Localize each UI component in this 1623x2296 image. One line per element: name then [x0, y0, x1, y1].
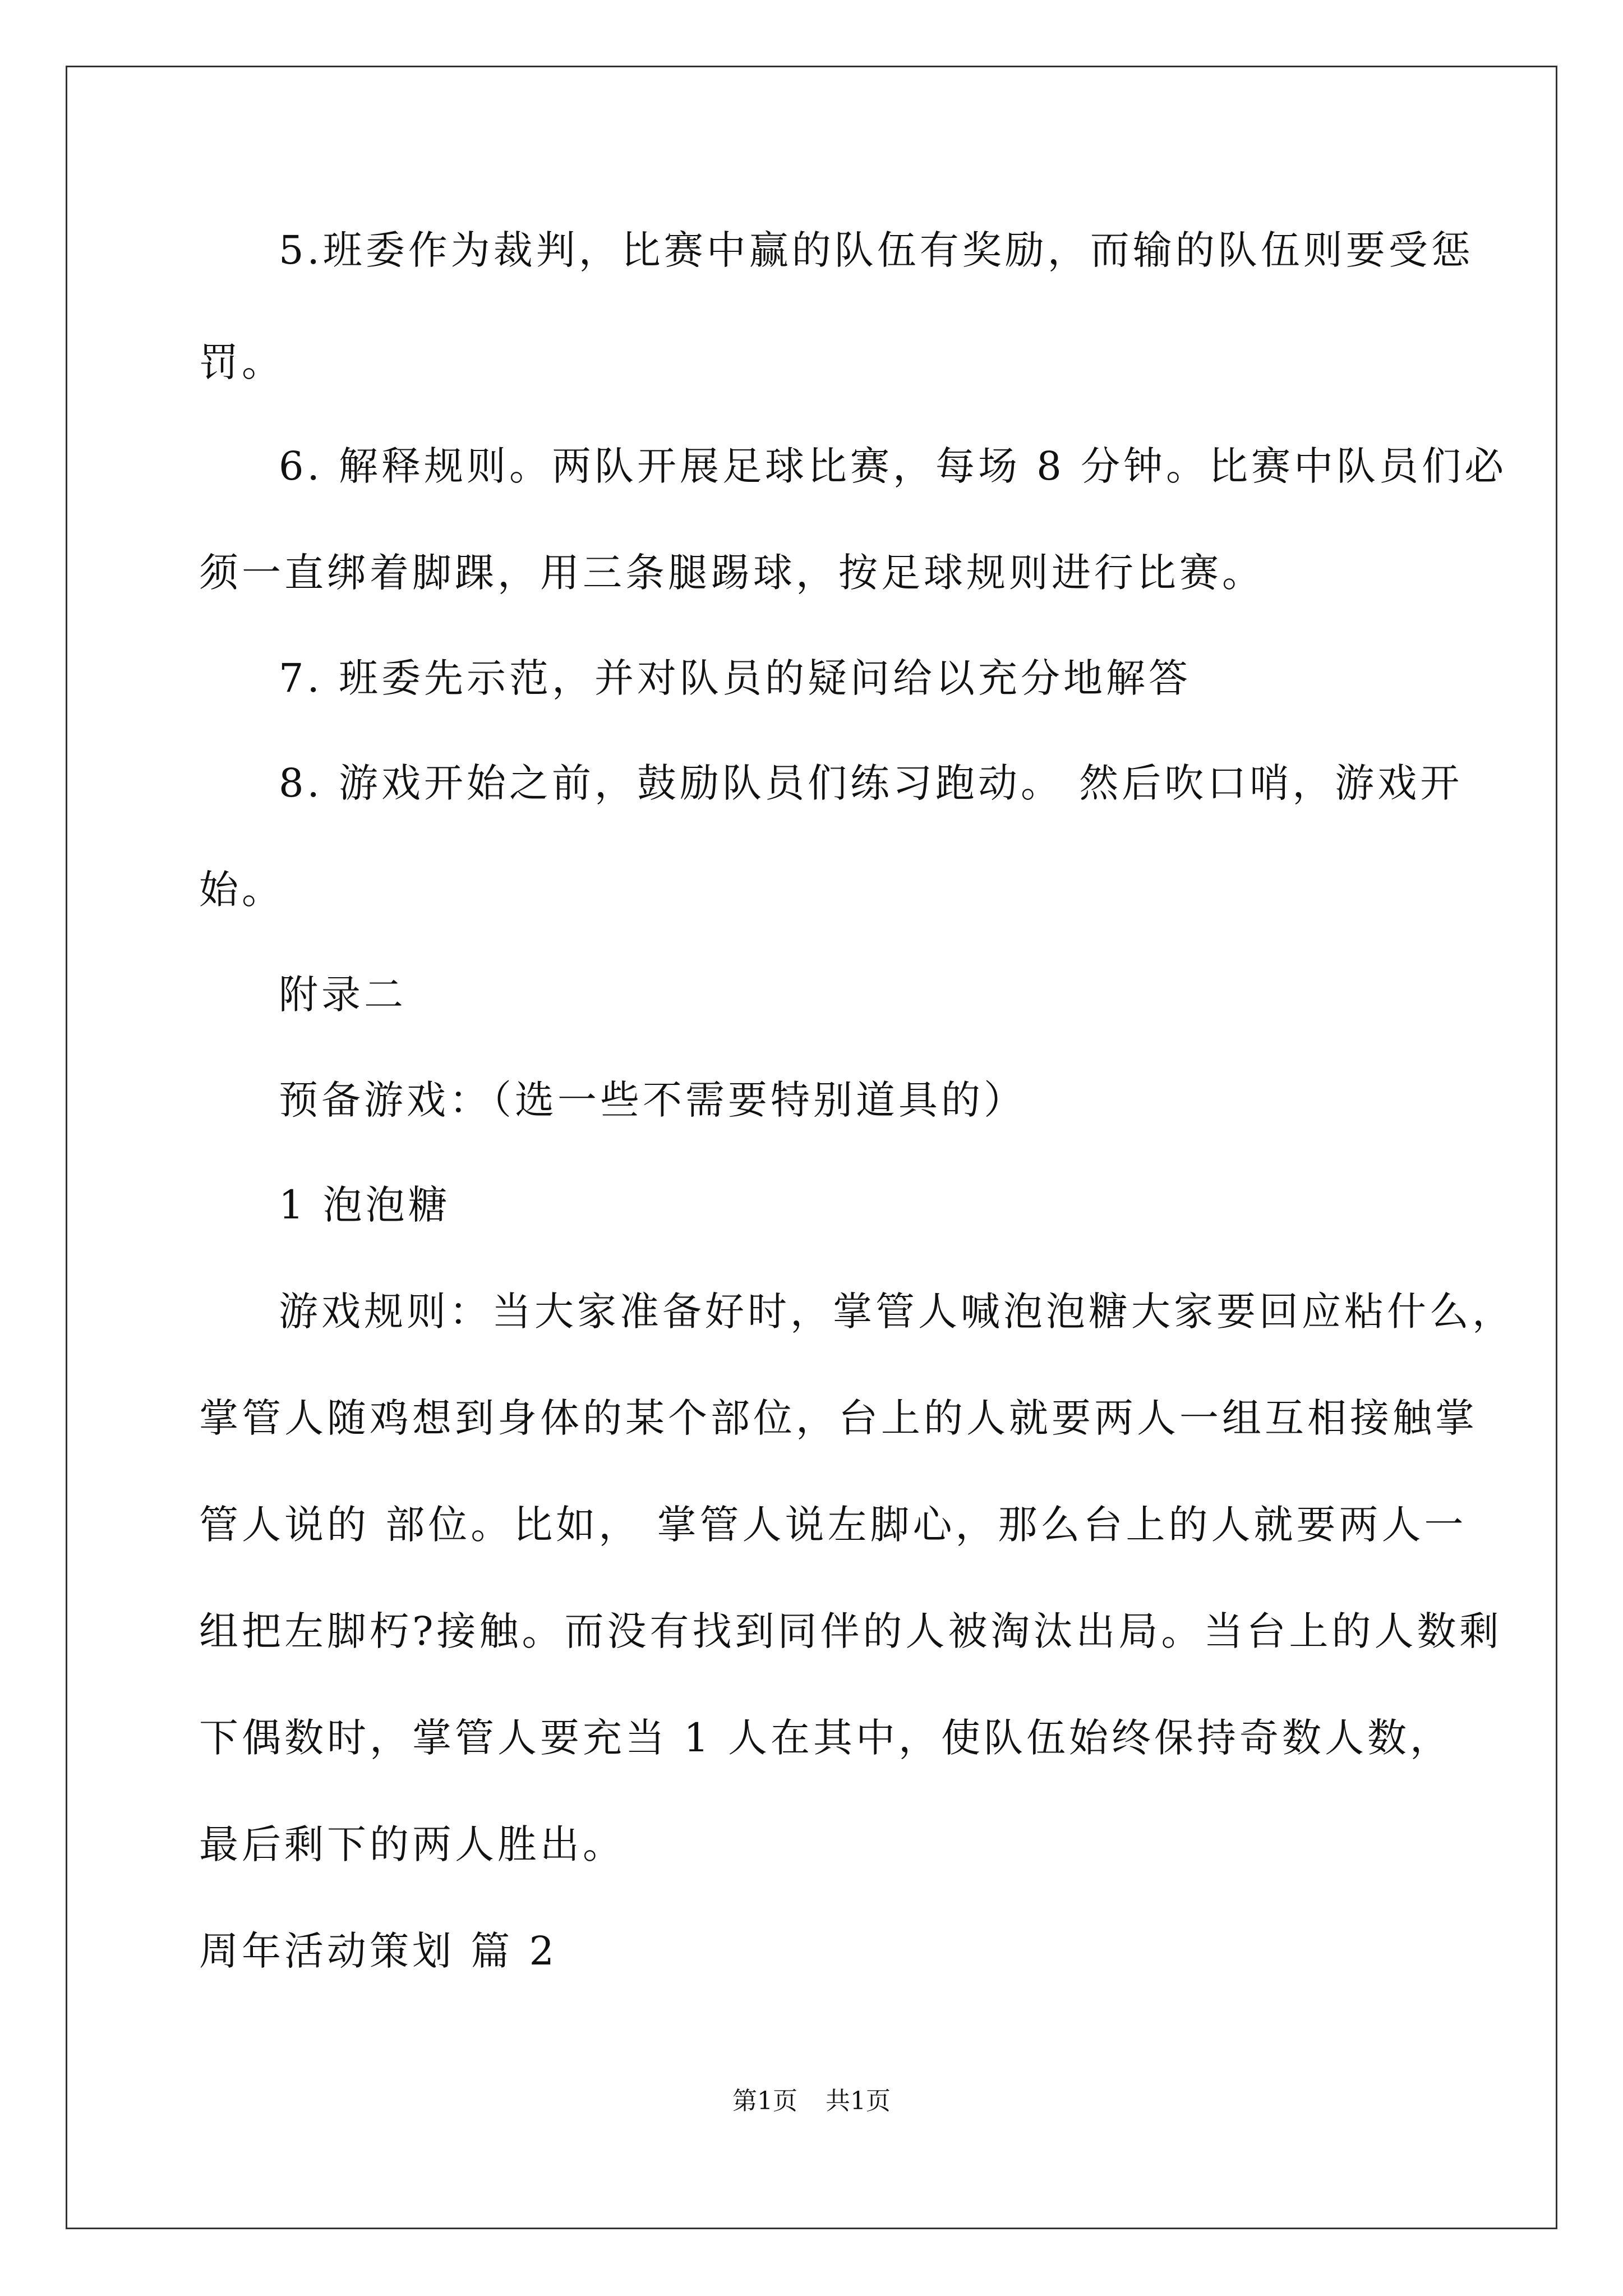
text-line: 6. 解释规则。两队开展足球比赛，每场 8 分钟。比赛中队员们必 — [279, 443, 1507, 489]
section-title: 周年活动策划 篇 2 — [199, 1928, 558, 1974]
text-line: 始。 — [199, 867, 284, 913]
page-number: 第1页 — [732, 2087, 797, 2115]
text-line: 掌管人随鸡想到身体的某个部位，台上的人就要两人一组互相接触掌 — [199, 1395, 1478, 1441]
text-line: 管人说的 部位。比如， 掌管人说左脚心，那么台上的人就要两人一 — [199, 1502, 1467, 1548]
subsection-heading: 1 泡泡糖 — [279, 1182, 451, 1228]
text-line: 5.班委作为裁判，比赛中赢的队伍有奖励，而输的队伍则要受惩 — [279, 227, 1474, 273]
page-border — [66, 66, 1557, 2229]
text-line: 下偶数时，掌管人要充当 1 人在其中，使队伍始终保持奇数人数， — [199, 1715, 1453, 1761]
page-footer — [0, 2085, 1623, 2118]
text-line: 预备游戏：（选一些不需要特别道具的） — [279, 1077, 1026, 1123]
text-line: 8. 游戏开始之前，鼓励队员们练习跑动。 然后吹口哨，游戏开 — [279, 760, 1463, 806]
text-line: 7. 班委先示范，并对队员的疑问给以充分地解答 — [279, 655, 1192, 701]
text-line: 须一直绑着脚踝，用三条腿踢球，按足球规则进行比赛。 — [199, 550, 1265, 596]
section-heading: 附录二 — [279, 972, 407, 1018]
page-total: 共1页 — [826, 2087, 891, 2115]
text-line: 罚。 — [199, 339, 284, 385]
text-line: 游戏规则：当大家准备好时，掌管人喊泡泡糖大家要回应粘什么， — [279, 1289, 1515, 1335]
text-line: 最后剩下的两人胜出。 — [199, 1821, 625, 1867]
text-line: 组把左脚朽?接触。而没有找到同伴的人被淘汰出局。当台上的人数剩 — [199, 1608, 1502, 1654]
